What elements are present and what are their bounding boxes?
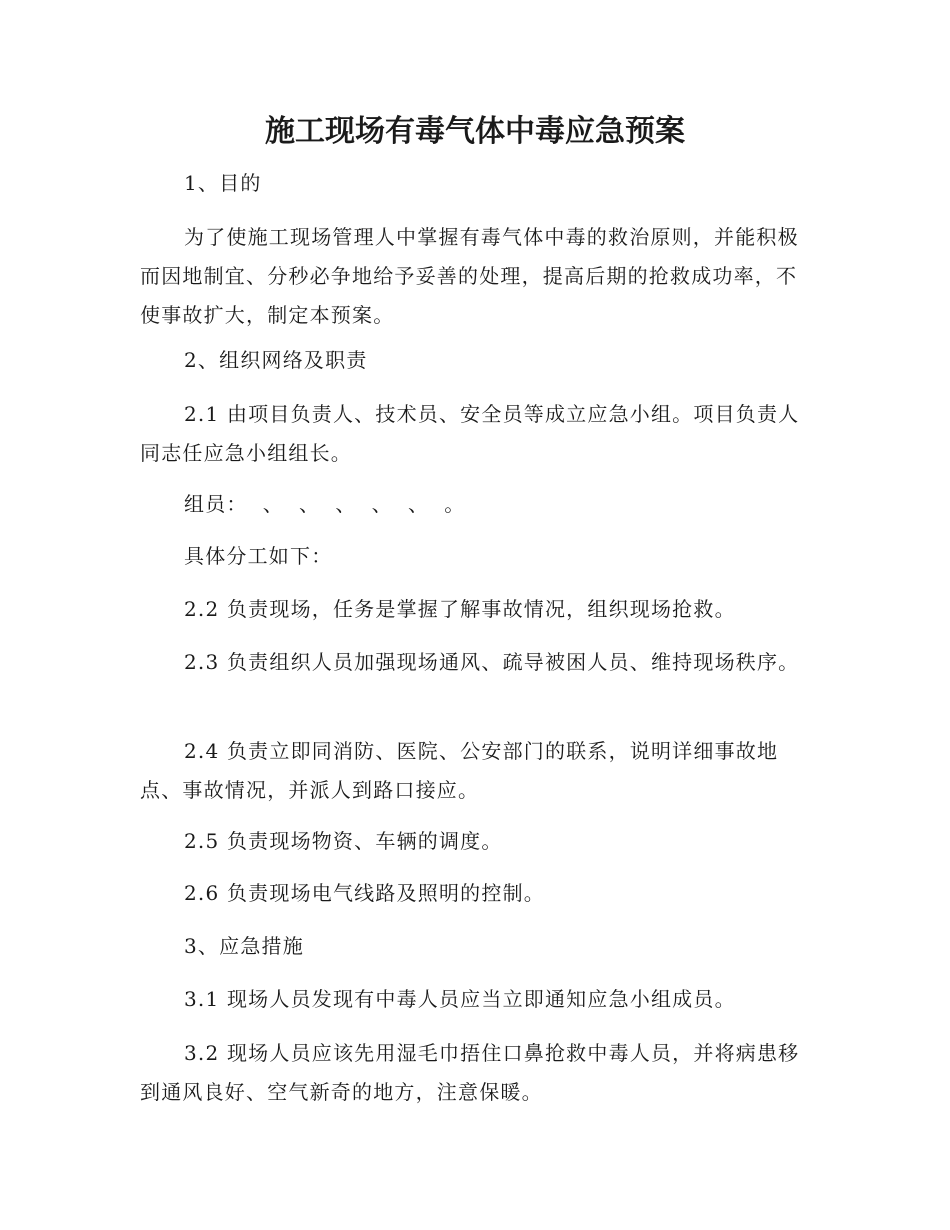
paragraph-purpose: 为了使施工现场管理人中掌握有毒气体中毒的救治原则，并能积极而因地制宜、分秒必争地给予妥善的处理，提高后期的抢救成功率，不使事故扩大，制定本预案。 (140, 225, 799, 327)
paragraph-3-1: 3.1 现场人员发现有中毒人员应当立即通知应急小组成员。 (184, 987, 736, 1011)
section-heading-measures: 3、应急措施 (184, 934, 304, 958)
paragraph-2-6: 2.6 负责现场电气线路及照明的控制。 (184, 881, 545, 905)
paragraph-2-4: 2.4 负责立即同消防、医院、公安部门的联系，说明详细事故地点、事故情况，并派人到路口接应。 (140, 739, 779, 802)
paragraph-division-intro: 具体分工如下： (184, 544, 333, 568)
paragraph-3-2: 3.2 现场人员应该先用湿毛巾捂住口鼻抢救中毒人员，并将病患移到通风良好、空气新奇的地方，注意保暖。 (140, 1041, 800, 1104)
paragraph-2-1: 2.1 由项目负责人、技术员、安全员等成立应急小组。项目负责人同志任应急小组组长。 (140, 402, 800, 465)
paragraph-2-2: 2.2 负责现场，任务是掌握了解事故情况，组织现场抢救。 (184, 597, 736, 621)
paragraph-2-3: 2.3 负责组织人员加强现场通风、疏导被困人员、维持现场秩序。 (184, 650, 800, 674)
paragraph-2-5: 2.5 负责现场物资、车辆的调度。 (184, 829, 503, 853)
document-title: 施工现场有毒气体中毒应急预案 (265, 114, 685, 149)
paragraph-members: 组员： 、 、 、 、 、 。 (184, 492, 466, 516)
section-heading-organization: 2、组织网络及职责 (184, 348, 368, 372)
section-heading-purpose: 1、目的 (184, 171, 262, 195)
